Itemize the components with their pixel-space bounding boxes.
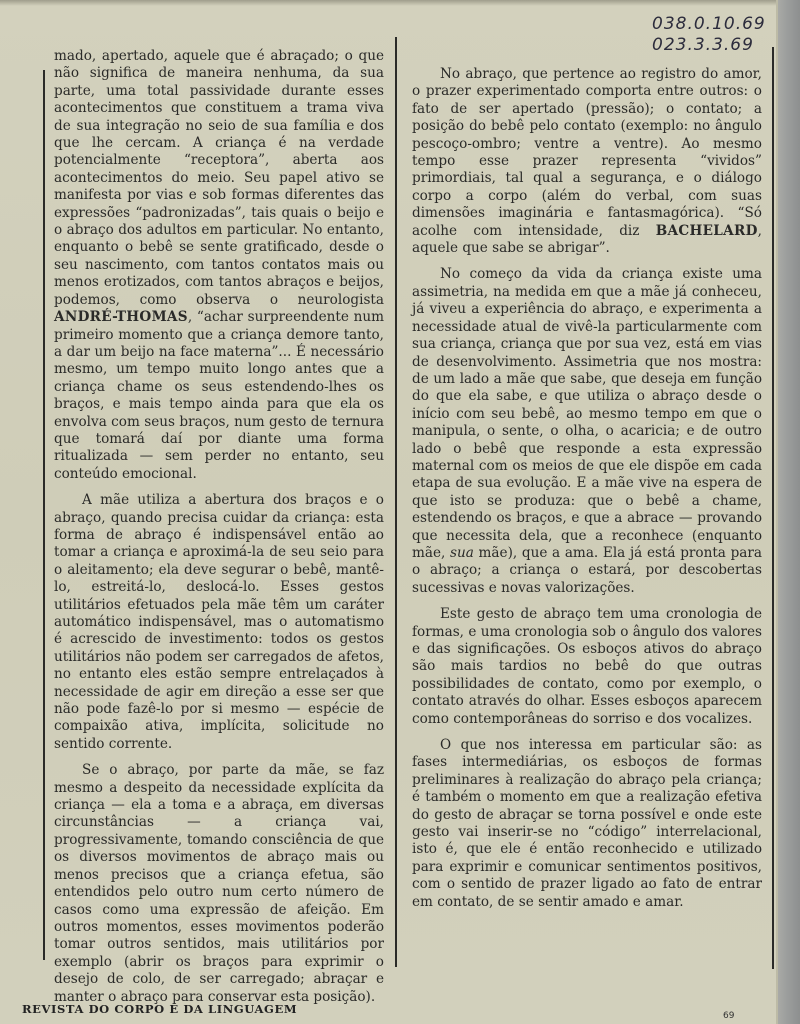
right-column (412, 66, 762, 920)
paragraph (412, 266, 762, 597)
paragraph-text: No começo da vida da criança existe uma assimetria, na medida em que a mãe já conheceu, já viveu a experiência do abraço, e experimenta a necessidade atual de vivê-la particularmente com sua criança, criança que por sua vez, está em vias de desenvolvimento. Assimetria que nos mostra: de um lado a mãe que sabe, que deseja em função do que ela sabe, e que utiliza o abraço desde o início com seu bebê, ao mesmo tempo em que o manipula, o sente, o olha, o acaricia; e de outro lado o bebê que responde a esta expressão maternal com os meios de que ele dispõe em cada etapa de sua evolução. E a mãe vive na espera de que isto se produza: que o bebê a chame, estendendo os braços, e que a abrace — provando que necessita dela, que a reconhece (enquanto mãe, (412, 266, 762, 561)
paragraph: O que nos interessa em particular são: as fases intermediárias, os esboços de formas preliminares à realização do abraço pela criança; é também o momento em que a realização efetiva do gesto de abraçar se torna possível e onde este gesto vai inserir-se no “código” interrelacional, isto é, que ele é então reconhecido e utilizado para exprimir e comunicar sentimentos positivos, com o sentido de prazer ligado ao fato de entrar em contato, de se sentir amado e amar. (412, 737, 762, 910)
paragraph (412, 66, 762, 257)
author-name-andre-thomas: ANDRÉ-THOMAS (54, 309, 188, 326)
paragraph-text: mãe), que a ama. Ela já está pronta para o abraço; a criança o estará, por descobertas sucessivas e novas valorizações. (412, 544, 762, 596)
binder-edge (778, 0, 800, 1024)
left-column (54, 48, 384, 1015)
middle-column-rule (395, 37, 397, 967)
handwritten-annotation (652, 14, 782, 56)
paragraph: Se o abraço, por parte da mãe, se faz mesmo a despeito da necessidade explícita da criança — ela a toma e a abraça, em diversas circunstâncias — a criança vai, progressivamente, tomando consciência de que os diversos movimentos de abraço mais ou menos precisos que a criança efetua, são entendidos pelo outro num certo número de casos como uma expressão de afeição. Em outros momentos, esses movimentos poderão tomar outros sentidos, mais utilitários por exemplo (abrir os braços para exprimir o desejo de colo, de ser carregado; abraçar e manter o abraço para conservar esta posição). (54, 762, 384, 1005)
paragraph-text: , aquele que sabe se abrigar”. (412, 222, 762, 257)
right-column-rule (772, 47, 774, 969)
paragraph-text: No abraço, que pertence ao registro do amor, o prazer experimentado comporta entre outros: o fato de ser apertado (pressão); o contato; a posição do bebê pelo contato (exemplo: no ângulo pescoço-ombro; ventre a ventre). Ao mesmo tempo esse prazer representa “vividos” primordiais, tal qual a segurança, e o diálogo corpo a corpo (além do verbal, com suas dimensões imaginária e fantasmagórica). “Só acolhe com intensidade, diz (412, 66, 762, 239)
paragraph-continuation (54, 48, 384, 483)
journal-title: REVISTA DO CORPO E DA LINGUAGEM (22, 1002, 298, 1016)
emphasis-word: sua (450, 544, 474, 561)
paragraph: A mãe utiliza a abertura dos braços e o abraço, quando precisa cuidar da criança: esta forma de abraço é indispensável então ao tomar a criança e aproximá-la de seu seio para o aleitamento; ela deve segurar o bebê, mantê-lo, estreitá-lo, deslocá-lo. Esses gestos utilitários efetuados pela mãe têm um caráter automático indispensável, mas o automatismo é acrescido de investimento: todos os gestos utilitários não podem ser carregados de afetos, no entanto eles estão sempre entrelaçados à necessidade de agir em direção a esse ser que não pode fazê-lo por si mesmo — espécie de compaixão ativa, implícita, solicitude no sentido corrente. (54, 492, 384, 752)
paragraph: Este gesto de abraço tem uma cronologia de formas, e uma cronologia sob o ângulo dos valores e das significações. Os esboços ativos do abraço são mais tardios no bebê do que outras possibilidades de contato, como por exemplo, o contato através do olhar. Esses esboços aparecem como contemporâneas do sorriso e dos vocalizes. (412, 606, 762, 727)
left-column-rule (43, 70, 45, 960)
paragraph-text: , “achar surpreendente num primeiro momento que a criança demore tanto, a dar um beijo na face materna”... É necessário mesmo, um tempo muito longo antes que a criança chame os seus estendendo-lhes os braços, e mais tempo ainda para que ela os envolva com seus braços, num gesto de ternura que tomará daí por diante uma forma ritualizada — sem perder no entanto, seu conteúdo emocional. (54, 309, 384, 482)
paragraph-text: mado, apertado, aquele que é abraçado; o que não significa de maneira nenhuma, da sua parte, uma total passividade durante esses acontecimentos que constituem a trama viva de sua integração no seio de sua família e dos que lhe cercam. A criança é na verdade potencialmente “receptora”, aberta aos acontecimentos do meio. Seu papel ativo se manifesta por vias e sob formas diferentes das expressões “padronizadas”, tais quais o beijo e o abraço dos adultos em particular. No entanto, enquanto o bebê se sente gratificado, desde o seu nascimento, com tantos contatos mais ou menos erotizados, com tantos abraços e beijos, podemos, como observa o neurologista (54, 48, 384, 308)
author-name-bachelard: BACHELARD (655, 222, 758, 239)
page-top-shadow (0, 0, 778, 6)
handwritten-line-2: 023.3.3.69 (652, 35, 754, 55)
handwritten-line-1: 038.0.10.69 (652, 14, 766, 34)
page-number: 69 (723, 1011, 735, 1021)
